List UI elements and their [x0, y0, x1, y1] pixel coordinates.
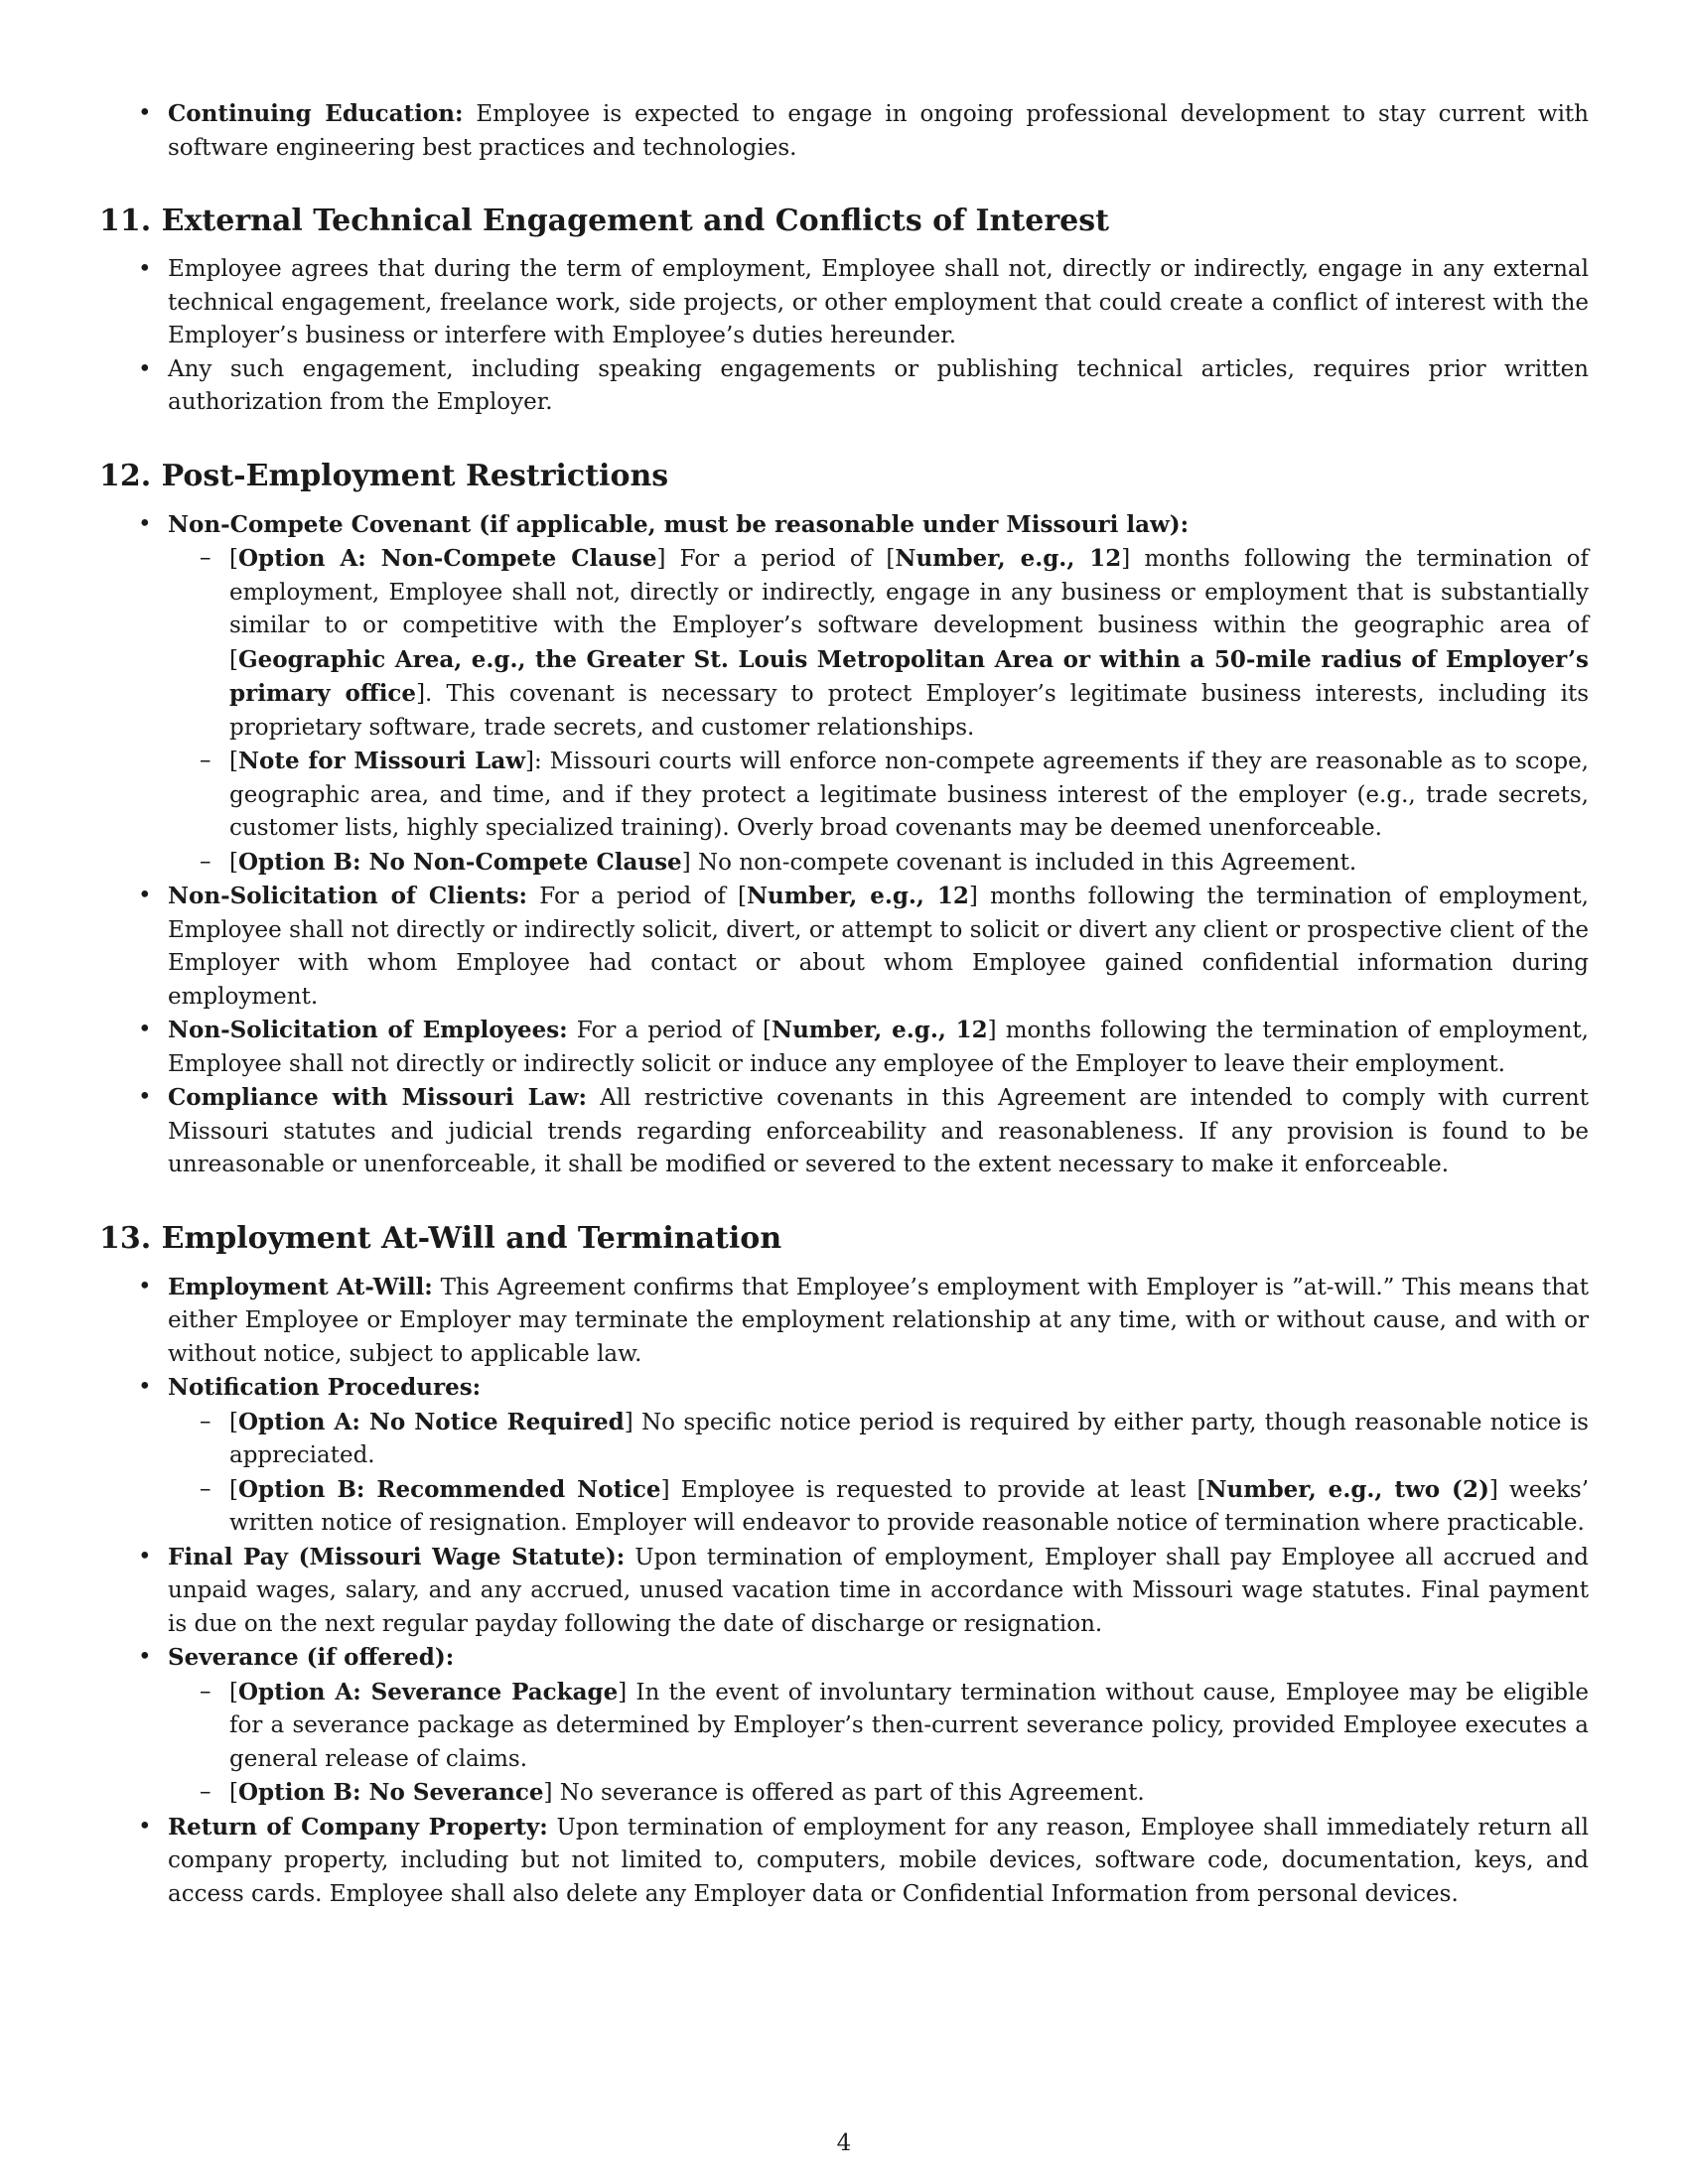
list-item-non-solicitation-employees — [168, 1014, 1589, 1081]
item-text: All restrictive covenants in this Agreement are intended to comply with current Missouri statutes and judicial trends regarding enforceability and reasonableness. If any provision is found to be unreasonable or unenforceable, it shall be modified or severed to the extent necessary to make it enforceable. — [168, 1085, 1589, 1177]
item-text: ] months following the termination of employment, Employee shall not directly or indirectly solicit or induce any employee of the Employer to leave their employment. — [168, 1018, 1589, 1077]
sub-item-note — [229, 745, 1589, 846]
option-text: ] weeks’ written notice of resignation. Employer will endeavor to provide reasonable notice of termination where practicable. — [229, 1476, 1590, 1536]
severance-options — [168, 1676, 1589, 1811]
option-text: Employee is requested to provide at least [ — [669, 1476, 1206, 1503]
item-text: ] months following the termination of employment, Employee shall not directly or indirectly solicit, divert, or attempt to solicit or divert any client or prospective client of the Employer with whom Employee had contact or about whom Employee gained confidential information during employment. — [168, 884, 1589, 1010]
bracket: [ — [229, 1679, 238, 1706]
placeholder-number: Number, e.g., 12 — [747, 883, 969, 909]
option-text: No specific notice period is required by either party, though reasonable notice is appreciated. — [229, 1409, 1589, 1468]
item-label: Employment At-Will: — [168, 1273, 433, 1300]
list-item-continuing-education — [168, 97, 1589, 165]
item-label: Final Pay (Missouri Wage Statute): — [168, 1543, 626, 1570]
option-text: In the event of involuntary termination without cause, Employee may be eligible for a severance package as determined by Employer’s then-current severance policy, provided Employee executes a general release of claims. — [229, 1679, 1589, 1772]
section-11-heading: 11. External Technical Engagement and Conflicts of Interest — [99, 204, 1109, 238]
document-page — [99, 97, 1589, 1911]
section-12-list — [99, 508, 1589, 1182]
sub-item-option-a — [229, 542, 1589, 745]
item-label: Continuing Education: — [168, 100, 464, 127]
list-item-at-will — [168, 1271, 1589, 1372]
item-text: Employee is expected to engage in ongoing professional development to stay current with software engineering best practices and technologies. — [168, 101, 1589, 161]
item-label: Return of Company Property: — [168, 1813, 548, 1841]
list-item — [168, 253, 1589, 353]
option-text: ]. This covenant is necessary to protect Employer’s legitimate business interests, including its proprietary software, trade secrets, and customer relationships. — [229, 681, 1589, 741]
non-compete-options — [168, 542, 1589, 880]
option-text: No non-compete covenant is included in this Agreement. — [690, 849, 1357, 876]
option-text: ] months following the termination of employment, Employee shall not, directly or indirectly, engage in any business or employment that is substantially similar to or competitive with the Employer’s software development business within the geographic area of [ — [229, 546, 1590, 673]
list-item-non-solicitation-clients — [168, 880, 1589, 1014]
item-text: Any such engagement, including speaking engagements or publishing technical articles, requires prior written authorization from the Employer. — [168, 355, 1589, 415]
bracket: [ — [229, 849, 238, 876]
section-11-list — [99, 253, 1589, 420]
bracket: ] — [618, 1679, 628, 1706]
list-item-notification — [168, 1371, 1589, 1541]
bracket: [ — [229, 1780, 238, 1806]
option-text: No severance is offered as part of this Agreement. — [552, 1780, 1145, 1806]
bracket: ]: — [525, 749, 542, 774]
note-label: Note for Missouri Law — [237, 748, 526, 774]
bracket: [ — [229, 546, 238, 572]
section-13-list — [99, 1271, 1589, 1912]
item-label: Non-Solicitation of Clients: — [168, 883, 528, 909]
page-number: 4 — [836, 2130, 852, 2156]
option-label: Option B: Recommended Notice — [237, 1475, 661, 1503]
item-text: This Agreement confirms that Employee’s employment with Employer is ”at-will.” This means that either Employee or Employer may terminate the employment relationship at any time, with or without cause, and with or without notice, subject to applicable law. — [168, 1274, 1589, 1367]
placeholder-geographic-area: Geographic Area, e.g., the Greater St. Louis Metropolitan Area or within a 50-mile radius of Employer’s primary office — [229, 645, 1589, 707]
item-text: Employee agrees that during the term of employment, Employee shall not, directly or indirectly, engage in any external technical engagement, freelance work, side projects, or other employment that could create a conflict of interest with the Employer’s business or interfere with Employee’s duties hereunder. — [168, 256, 1589, 348]
notification-options — [168, 1406, 1589, 1541]
sub-item-option-b — [229, 1473, 1589, 1541]
option-text: For a period of [ — [665, 546, 896, 572]
section-12-heading: 12. Post-Employment Restrictions — [99, 458, 669, 493]
continuing-education-list — [99, 97, 1589, 165]
option-label: Option A: Severance Package — [237, 1678, 619, 1706]
option-label: Option A: Non-Compete Clause — [237, 545, 657, 572]
sub-item-option-a — [229, 1406, 1589, 1473]
bracket: ] — [624, 1409, 633, 1435]
sub-item-option-b — [229, 1776, 1589, 1811]
item-text: For a period of [ — [527, 884, 748, 909]
item-label: Compliance with Missouri Law: — [168, 1084, 587, 1111]
item-label: Non-Compete Covenant (if applicable, must be reasonable under Missouri law): — [168, 510, 1190, 538]
bracket: ] — [681, 849, 691, 876]
option-label: Option A: No Notice Required — [237, 1408, 625, 1435]
sub-item-option-b — [229, 846, 1589, 881]
sub-item-option-a — [229, 1676, 1589, 1777]
item-text: Upon termination of employment for any reason, Employee shall immediately return all company property, including but not limited to, computers, mobile devices, software code, documentation, keys, and access cards. Employee shall also delete any Employer data or Confidential Information from personal devices. — [168, 1814, 1590, 1907]
item-text: Upon termination of employment, Employer shall pay Employee all accrued and unpaid wages, salary, and any accrued, unused vacation time in accordance with Missouri wage statutes. Final payment is due on the next regular payday following the date of discharge or resignation. — [168, 1544, 1590, 1637]
item-text: For a period of [ — [567, 1018, 773, 1043]
bracket: [ — [229, 749, 238, 774]
item-label: Severance (if offered): — [168, 1644, 455, 1671]
list-item-final-pay — [168, 1541, 1589, 1642]
list-item-non-compete — [168, 508, 1589, 881]
bracket: [ — [229, 1409, 238, 1435]
bracket: ] — [660, 1476, 670, 1503]
list-item-severance — [168, 1641, 1589, 1811]
section-13-heading: 13. Employment At-Will and Termination — [99, 1220, 782, 1256]
note-text: Missouri courts will enforce non-compete agreements if they are reasonable as to scope, geographic area, and time, and if they protect a legitimate business interest of the employer (e.g., trade secrets, customer lists, highly specialized training). Overly broad covenants may be deemed unenforceable. — [229, 749, 1589, 841]
bracket: [ — [229, 1476, 238, 1503]
placeholder-number: Number, e.g., 12 — [772, 1017, 988, 1043]
placeholder-number: Number, e.g., two (2) — [1205, 1475, 1489, 1503]
option-label: Option B: No Non-Compete Clause — [237, 848, 682, 876]
item-label: Notification Procedures: — [168, 1374, 482, 1401]
placeholder-number: Number, e.g., 12 — [895, 545, 1122, 572]
item-label: Non-Solicitation of Employees: — [168, 1017, 568, 1043]
list-item-compliance — [168, 1081, 1589, 1182]
list-item-return-property — [168, 1811, 1589, 1912]
option-label: Option B: No Severance — [237, 1779, 544, 1806]
list-item — [168, 353, 1589, 420]
bracket: ] — [656, 546, 666, 572]
bracket: ] — [543, 1780, 553, 1806]
